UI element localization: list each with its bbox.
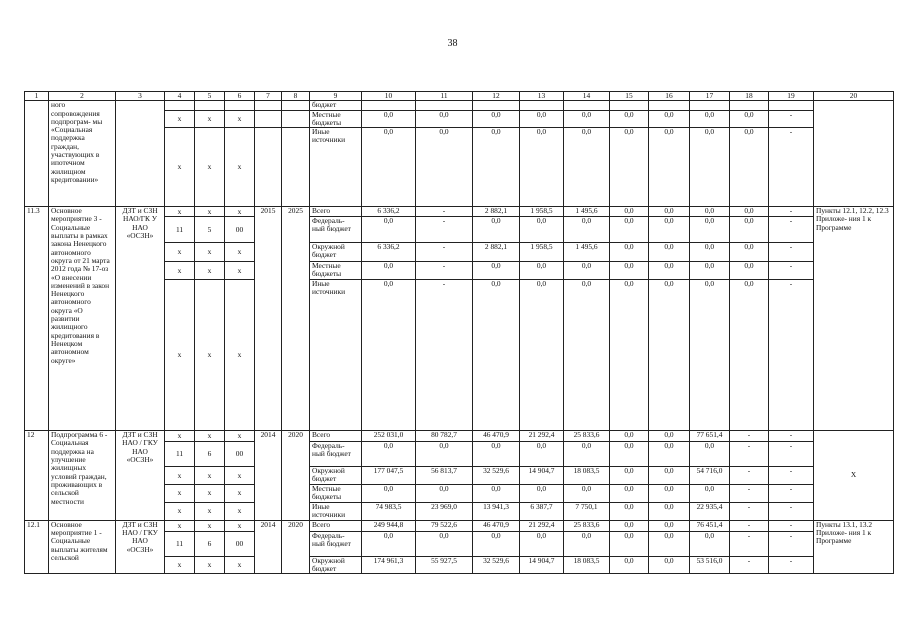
value-cell: 0,0: [610, 556, 649, 574]
value-cell: 0,0: [610, 207, 649, 217]
value-cell: 0,0: [649, 431, 690, 442]
code-cell: x: [195, 502, 225, 520]
code-cell: x: [165, 467, 195, 485]
funding-source: Федераль- ный бюджет: [310, 531, 362, 556]
code-cell: x: [195, 467, 225, 485]
value-cell: 249 944,8: [362, 520, 416, 531]
code-cell: 00: [225, 442, 255, 467]
code-cell: 6: [195, 442, 225, 467]
value-cell: 1 958,5: [520, 207, 564, 217]
value-cell: -: [769, 531, 814, 556]
note: Пункты 12.1, 12.2, 12.3 Приложе- ния 1 к Программе: [814, 207, 894, 431]
value-cell: 0,0: [730, 217, 769, 243]
code-cell: x: [165, 431, 195, 442]
measure-name: Основное мероприятие 3 - Социальные выплаты в рамках закона Ненецкого автономного округа от 21 марта 2012 года № 17-оз «О внесении изменений в закон Ненецкого автономного округа «О развитии жилищного кредитования в Ненецком автономном округе»: [49, 207, 116, 431]
value-cell: 76 451,4: [690, 520, 730, 531]
value-cell: 0,0: [610, 467, 649, 485]
value-cell: 0,0: [520, 262, 564, 280]
column-number: 1: [25, 92, 49, 101]
funding-source: Иные источники: [310, 128, 362, 207]
value-cell: -: [769, 442, 814, 467]
value-cell: 0,0: [649, 485, 690, 503]
column-number: 10: [362, 92, 416, 101]
funding-source: Иные источники: [310, 280, 362, 431]
column-number: 12: [473, 92, 520, 101]
value-cell: -: [416, 207, 473, 217]
column-number: 6: [225, 92, 255, 101]
value-cell: -: [769, 431, 814, 442]
value-cell: 0,0: [730, 207, 769, 217]
code-cell: x: [195, 556, 225, 574]
value-cell: 0,0: [473, 128, 520, 207]
code-cell: x: [225, 243, 255, 262]
value-cell: 0,0: [362, 217, 416, 243]
value-cell: 0,0: [520, 485, 564, 503]
column-number: 13: [520, 92, 564, 101]
value-cell: 0,0: [610, 485, 649, 503]
value-cell: 0,0: [610, 531, 649, 556]
value-cell: 0,0: [730, 110, 769, 128]
funding-source: бюджет: [310, 101, 362, 110]
value-cell: 0,0: [564, 262, 610, 280]
code-cell: x: [225, 262, 255, 280]
row-number: 11.3: [25, 207, 49, 431]
code-cell: x: [225, 520, 255, 531]
value-cell: 0,0: [730, 243, 769, 262]
page-number: 38: [447, 38, 458, 49]
value-cell: 25 833,6: [564, 520, 610, 531]
year-end: 2025: [282, 207, 310, 431]
value-cell: 1 495,6: [564, 207, 610, 217]
value-cell: 18 083,5: [564, 556, 610, 574]
value-cell: 0,0: [649, 467, 690, 485]
value-cell: 0,0: [690, 280, 730, 431]
value-cell: 0,0: [362, 531, 416, 556]
value-cell: [416, 101, 473, 110]
value-cell: 0,0: [610, 502, 649, 520]
value-cell: 55 927,5: [416, 556, 473, 574]
column-number: 5: [195, 92, 225, 101]
value-cell: 14 904,7: [520, 467, 564, 485]
row-number: 12: [25, 431, 49, 521]
value-cell: 0,0: [362, 262, 416, 280]
column-number: 16: [649, 92, 690, 101]
code-cell: 00: [225, 531, 255, 556]
value-cell: 0,0: [473, 442, 520, 467]
code-cell: 5: [195, 217, 225, 243]
code-cell: x: [225, 556, 255, 574]
value-cell: 0,0: [649, 442, 690, 467]
value-cell: 177 047,5: [362, 467, 416, 485]
value-cell: -: [730, 531, 769, 556]
value-cell: [520, 101, 564, 110]
value-cell: -: [769, 502, 814, 520]
year-end: [282, 101, 310, 110]
funding-source: Иные источники: [310, 502, 362, 520]
value-cell: -: [769, 110, 814, 128]
value-cell: 0,0: [416, 531, 473, 556]
value-cell: 0,0: [564, 280, 610, 431]
code-cell: x: [165, 556, 195, 574]
column-number: 14: [564, 92, 610, 101]
year-start: [255, 128, 282, 207]
value-cell: 0,0: [564, 110, 610, 128]
value-cell: 0,0: [649, 556, 690, 574]
value-cell: 0,0: [690, 243, 730, 262]
year-end: 2020: [282, 431, 310, 521]
value-cell: -: [769, 556, 814, 574]
value-cell: 0,0: [564, 485, 610, 503]
value-cell: 1 495,6: [564, 243, 610, 262]
year-start: 2014: [255, 431, 282, 521]
value-cell: 0,0: [362, 442, 416, 467]
value-cell: 0,0: [564, 531, 610, 556]
value-cell: 2 882,1: [473, 243, 520, 262]
row-number: [25, 101, 49, 207]
code-cell: 11: [165, 531, 195, 556]
code-cell: x: [165, 502, 195, 520]
value-cell: 0,0: [610, 520, 649, 531]
code-cell: x: [195, 207, 225, 217]
value-cell: 0,0: [520, 217, 564, 243]
value-cell: 6 336,2: [362, 207, 416, 217]
value-cell: 46 470,9: [473, 431, 520, 442]
value-cell: 0,0: [649, 207, 690, 217]
note: [814, 101, 894, 207]
value-cell: 18 083,5: [564, 467, 610, 485]
year-end: [282, 128, 310, 207]
value-cell: -: [769, 207, 814, 217]
value-cell: 0,0: [730, 128, 769, 207]
executor: ДЗТ и СЗН НАО/ГК У НАО «ОСЗН»: [116, 207, 165, 431]
code-cell: x: [165, 110, 195, 128]
value-cell: 0,0: [649, 520, 690, 531]
value-cell: [769, 101, 814, 110]
value-cell: -: [730, 467, 769, 485]
value-cell: -: [416, 243, 473, 262]
value-cell: 32 529,6: [473, 467, 520, 485]
value-cell: 0,0: [362, 280, 416, 431]
value-cell: 0,0: [690, 442, 730, 467]
column-number: 20: [814, 92, 894, 101]
budget-table: [24, 91, 894, 574]
year-start: [255, 101, 282, 110]
value-cell: 7 750,1: [564, 502, 610, 520]
measure-name: Основное мероприятие 1 - Социальные выплаты жителям сельской: [49, 520, 116, 574]
funding-source: Местные бюджеты: [310, 262, 362, 280]
value-cell: 0,0: [649, 280, 690, 431]
funding-source: Всего: [310, 520, 362, 531]
code-cell: 11: [165, 442, 195, 467]
value-cell: -: [769, 128, 814, 207]
column-number: 2: [49, 92, 116, 101]
code-cell: [195, 101, 225, 110]
note: Пункты 13.1, 13.2 Приложе- ния 1 к Программе: [814, 520, 894, 574]
value-cell: 79 522,6: [416, 520, 473, 531]
value-cell: 46 470,9: [473, 520, 520, 531]
value-cell: 0,0: [520, 531, 564, 556]
value-cell: -: [769, 467, 814, 485]
value-cell: 0,0: [416, 110, 473, 128]
value-cell: 53 516,0: [690, 556, 730, 574]
value-cell: 0,0: [362, 110, 416, 128]
value-cell: -: [730, 442, 769, 467]
code-cell: x: [225, 485, 255, 503]
value-cell: -: [730, 502, 769, 520]
code-cell: x: [195, 280, 225, 431]
code-cell: x: [225, 207, 255, 217]
value-cell: 32 529,6: [473, 556, 520, 574]
value-cell: 0,0: [520, 110, 564, 128]
executor: ДЗТ и СЗН НАО / ГКУ НАО «ОСЗН»: [116, 431, 165, 521]
code-cell: x: [195, 485, 225, 503]
value-cell: 0,0: [520, 442, 564, 467]
year-start: [255, 110, 282, 128]
value-cell: -: [769, 485, 814, 503]
funding-source: Окружной бюджет: [310, 556, 362, 574]
code-cell: 00: [225, 217, 255, 243]
value-cell: [564, 101, 610, 110]
value-cell: 0,0: [564, 217, 610, 243]
column-number: 18: [730, 92, 769, 101]
funding-source: Федераль- ный бюджет: [310, 217, 362, 243]
value-cell: 0,0: [690, 485, 730, 503]
value-cell: 0,0: [520, 128, 564, 207]
column-number: 4: [165, 92, 195, 101]
note: Х: [814, 431, 894, 521]
value-cell: 6 387,7: [520, 502, 564, 520]
measure-name: Подпрограмма 6 - Социальная поддержка на улучшение жилищных условий граждан, проживающих в сельской местности: [49, 431, 116, 521]
code-cell: x: [195, 262, 225, 280]
value-cell: 0,0: [610, 128, 649, 207]
value-cell: -: [769, 217, 814, 243]
column-number: 9: [310, 92, 362, 101]
column-number: 17: [690, 92, 730, 101]
value-cell: -: [769, 243, 814, 262]
header-row: [25, 92, 894, 101]
column-number: 7: [255, 92, 282, 101]
funding-source: Федераль- ный бюджет: [310, 442, 362, 467]
table-row: [25, 431, 894, 442]
value-cell: 0,0: [520, 280, 564, 431]
value-cell: 74 983,5: [362, 502, 416, 520]
value-cell: [473, 101, 520, 110]
value-cell: 0,0: [362, 128, 416, 207]
code-cell: x: [165, 485, 195, 503]
year-end: [282, 110, 310, 128]
executor: ДЗТ и СЗН НАО / ГКУ НАО «ОСЗН»: [116, 520, 165, 574]
value-cell: 0,0: [610, 431, 649, 442]
code-cell: x: [165, 243, 195, 262]
code-cell: [225, 101, 255, 110]
code-cell: x: [225, 502, 255, 520]
value-cell: -: [769, 520, 814, 531]
funding-source: Местные бюджеты: [310, 110, 362, 128]
code-cell: 6: [195, 531, 225, 556]
column-number: 15: [610, 92, 649, 101]
funding-source: Всего: [310, 431, 362, 442]
code-cell: x: [225, 128, 255, 207]
value-cell: 0,0: [690, 262, 730, 280]
value-cell: 0,0: [690, 531, 730, 556]
row-number: 12.1: [25, 520, 49, 574]
value-cell: 0,0: [690, 128, 730, 207]
value-cell: 0,0: [416, 485, 473, 503]
value-cell: [362, 101, 416, 110]
value-cell: -: [769, 280, 814, 431]
value-cell: 0,0: [730, 262, 769, 280]
value-cell: 56 813,7: [416, 467, 473, 485]
code-cell: x: [195, 431, 225, 442]
value-cell: 14 904,7: [520, 556, 564, 574]
year-start: 2014: [255, 520, 282, 574]
value-cell: 0,0: [730, 280, 769, 431]
value-cell: -: [730, 556, 769, 574]
code-cell: x: [165, 262, 195, 280]
value-cell: 0,0: [473, 262, 520, 280]
value-cell: 0,0: [473, 531, 520, 556]
value-cell: 1 958,5: [520, 243, 564, 262]
value-cell: 0,0: [564, 128, 610, 207]
value-cell: 0,0: [649, 243, 690, 262]
value-cell: 0,0: [690, 217, 730, 243]
code-cell: x: [225, 431, 255, 442]
code-cell: x: [165, 280, 195, 431]
value-cell: 0,0: [610, 442, 649, 467]
value-cell: 0,0: [610, 280, 649, 431]
value-cell: 0,0: [649, 262, 690, 280]
value-cell: 21 292,4: [520, 431, 564, 442]
value-cell: 0,0: [473, 280, 520, 431]
value-cell: 0,0: [473, 217, 520, 243]
value-cell: 13 941,3: [473, 502, 520, 520]
value-cell: 0,0: [649, 110, 690, 128]
value-cell: 77 651,4: [690, 431, 730, 442]
value-cell: 80 782,7: [416, 431, 473, 442]
value-cell: 0,0: [649, 217, 690, 243]
code-cell: [165, 101, 195, 110]
measure-name: ного сопровождения подпрограм- мы «Социальная поддержка граждан, участвующих в ипотечном жилищном кредитовании»: [49, 101, 116, 207]
value-cell: 22 935,4: [690, 502, 730, 520]
table-row: [25, 207, 894, 217]
code-cell: x: [225, 110, 255, 128]
value-cell: 23 969,0: [416, 502, 473, 520]
value-cell: [690, 101, 730, 110]
value-cell: 0,0: [416, 128, 473, 207]
value-cell: 0,0: [649, 531, 690, 556]
column-number: 3: [116, 92, 165, 101]
column-number: 8: [282, 92, 310, 101]
value-cell: -: [730, 520, 769, 531]
value-cell: 21 292,4: [520, 520, 564, 531]
value-cell: 0,0: [362, 485, 416, 503]
code-cell: x: [165, 520, 195, 531]
value-cell: 0,0: [649, 128, 690, 207]
value-cell: [610, 101, 649, 110]
value-cell: 0,0: [690, 110, 730, 128]
table-row: [25, 520, 894, 531]
code-cell: x: [195, 520, 225, 531]
code-cell: x: [165, 207, 195, 217]
executor: [116, 101, 165, 207]
value-cell: 0,0: [473, 110, 520, 128]
value-cell: 0,0: [416, 442, 473, 467]
code-cell: x: [195, 110, 225, 128]
value-cell: 2 882,1: [473, 207, 520, 217]
code-cell: x: [195, 128, 225, 207]
funding-source: Окружной бюджет: [310, 243, 362, 262]
value-cell: 6 336,2: [362, 243, 416, 262]
code-cell: x: [165, 128, 195, 207]
year-end: 2020: [282, 520, 310, 574]
value-cell: -: [769, 262, 814, 280]
value-cell: 0,0: [610, 110, 649, 128]
code-cell: x: [225, 280, 255, 431]
table-row: [25, 101, 894, 110]
funding-source: Местные бюджеты: [310, 485, 362, 503]
value-cell: -: [730, 431, 769, 442]
value-cell: 0,0: [473, 485, 520, 503]
year-start: 2015: [255, 207, 282, 431]
value-cell: [649, 101, 690, 110]
value-cell: 0,0: [610, 262, 649, 280]
value-cell: 252 031,0: [362, 431, 416, 442]
value-cell: 0,0: [610, 217, 649, 243]
value-cell: [730, 101, 769, 110]
value-cell: -: [416, 262, 473, 280]
code-cell: x: [195, 243, 225, 262]
value-cell: 0,0: [610, 243, 649, 262]
value-cell: -: [416, 217, 473, 243]
value-cell: 0,0: [564, 442, 610, 467]
value-cell: 54 716,0: [690, 467, 730, 485]
value-cell: 25 833,6: [564, 431, 610, 442]
funding-source: Окружной бюджет: [310, 467, 362, 485]
column-number: 19: [769, 92, 814, 101]
value-cell: -: [416, 280, 473, 431]
code-cell: 11: [165, 217, 195, 243]
column-number: 11: [416, 92, 473, 101]
value-cell: 174 961,3: [362, 556, 416, 574]
code-cell: x: [225, 467, 255, 485]
value-cell: 0,0: [690, 207, 730, 217]
value-cell: -: [730, 485, 769, 503]
value-cell: 0,0: [649, 502, 690, 520]
funding-source: Всего: [310, 207, 362, 217]
